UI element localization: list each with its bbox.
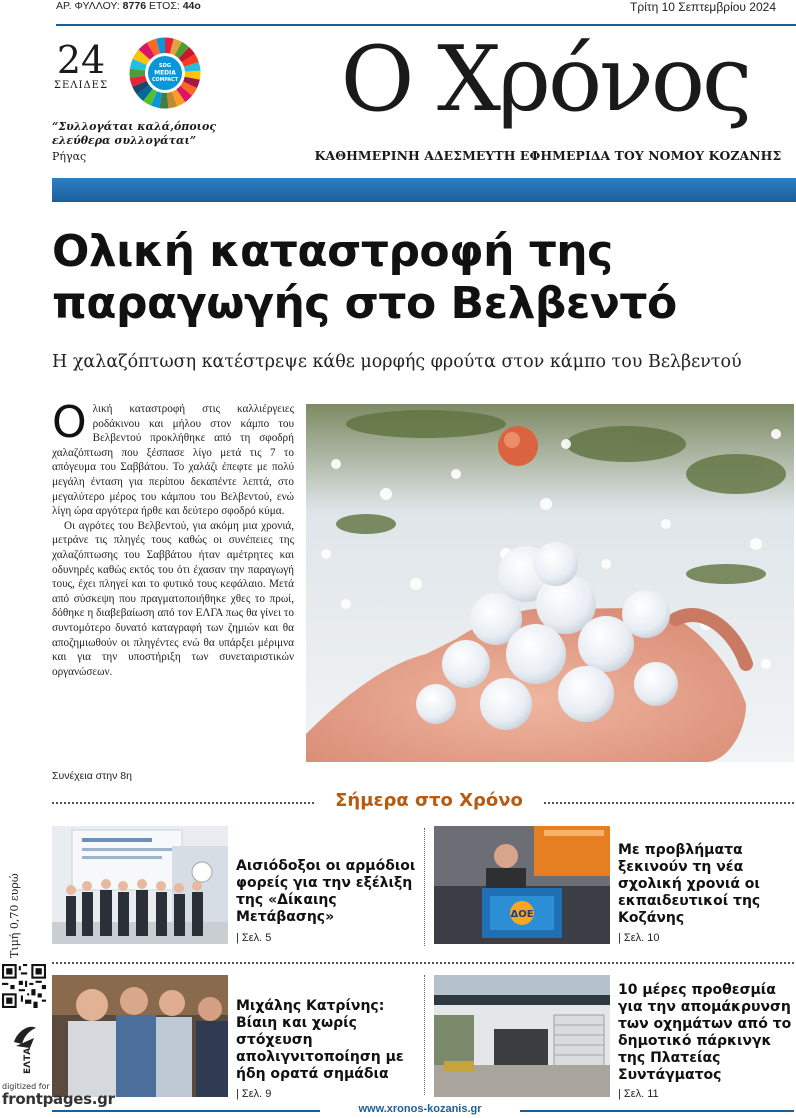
continued-link[interactable]: Συνέχεια στην 8η [52,770,132,782]
sdg-text-1: SDG [158,63,172,70]
story-title-2[interactable]: Με προβλήματα ξεκινούν τη νέα σχολική χρονιά οι εκπαιδευτικοί της Κοζάνης [618,842,761,926]
story-page-3: | Σελ. 9 [236,1088,272,1100]
motto-author: Ρήγας [52,150,87,163]
pages-label: ΣΕΛΙΔΕΣ [53,80,109,91]
story-photo-conference[interactable] [52,826,228,944]
story-title-3[interactable]: Μιχάλης Κατρίνης: Βίαιη και χωρίς στόχευση απολιγνιτοποίηση με ήδη ορατά σημάδια [236,998,404,1082]
lead-paragraph-1-text: λική καταστροφή στις καλλιέργειες ροδάκινου και μήλου στον κάμπο του Βελβεντού προκλήθηκε από τη σφοδρή χαλαζόπτωση που ξέσπασε λίγο μετά τις 7 το απόγευμα του Σαββάτου. Το χαλάζι έπεφτε με πολύ μεγάλη ένταση για περίπου δεκαπέντε λεπτά, στο μεγαλύτερο μέρος του κάμπου του Βελβεντού, ενώ λίγη ώρα αργότερα ήρθε και δεύτερο σφοδρό κύμα. [52,403,294,518]
story-page-1: | Σελ. 5 [236,932,272,944]
dropcap: Ο [52,397,87,448]
header-band-blue [52,178,796,202]
section-divider-left [52,802,314,804]
sdg-media-compact-logo [128,36,202,110]
lead-subheadline: Η χαλαζόπτωση κατέστρεψε κάθε μορφής φρούτα στον κάμπο του Βελβεντού [52,352,742,372]
header-band-orange [52,168,796,178]
column-divider-2 [424,975,425,1095]
today-section-title: Σήμερα στο Χρόνο [335,790,523,811]
masthead-tagline: ΚΑΘΗΜΕΡΙΝΗ ΑΔΕΣΜΕΥΤΗ ΕΦΗΜΕΡΙΔΑ ΤΟΥ ΝΟΜΟΥ ΚΟΖΑΝΗΣ [314,148,782,163]
section-divider-right [544,802,794,804]
top-rule [56,24,796,26]
watermark-small: digitized for [2,1082,50,1091]
story-title-1[interactable]: Αισιόδοξοι οι αρμόδιοι φορείς για την εξέλιξη της «Δίκαιης Μετάβασης» [236,858,416,925]
elta-postal-logo [10,1020,40,1076]
price-label [2,850,26,960]
website-link[interactable]: www.xronos-kozanis.gr [320,1103,520,1115]
pages-count: 24 [56,38,106,82]
price-text: Τιμή 0,70 ευρώ [8,873,21,958]
column-divider [424,828,425,946]
watermark-big: frontpages.gr [2,1090,115,1108]
svg-text:ΔΟΕ: ΔΟΕ [510,909,534,920]
lead-headline[interactable]: Ολική καταστροφή της παραγωγής στο Βελβεντό [52,226,677,329]
sheet-number: 8776 [122,0,147,12]
story-page-4: | Σελ. 11 [618,1088,659,1100]
motto-quote: “Συλλογάται καλά,όποιος ελεύθερα συλλογάται” [52,120,217,147]
story-title-4[interactable]: 10 μέρες προθεσμία για την απομάκρυνση των οχημάτων από το δημοτικό πάρκινγκ της Πλατείας Συντάγματος [618,982,792,1083]
sdg-text-3: COMPACT [152,78,178,84]
story-photo-speaker[interactable] [434,826,610,944]
lead-article-body [52,397,294,679]
year-number: 44ο [182,0,201,12]
newspaper-masthead[interactable]: Ο Χρόνος [340,27,750,132]
lead-paragraph-2: Οι αγρότες του Βελβεντού, για ακόμη μια χρονιά, μετράνε τις πληγές τους καθώς οι συνέπειες της χαλαζόπτωσης του Σαββάτου ήταν αμέτρητες και οδυνηρές καθώς εκτός του ότι έχασαν την παραγωγή τους, έχει πληγεί και το φυτικό τους κεφάλαιο. Μετά από σύσκεψη που πραγματοποιήθηκε χθες το πρωί, δόθηκε η διαβεβαίωση από τον ΕΛΓΑ πως θα γίνει το συντομότερο δυνατό καταγραφή των ζημιών και θα αποζημιωθούν οι πληγέντες ενώ θα υπάρξει μέριμνα και για την υποστήριξη των συνεταιριστικών οργανώσεων. [52,519,294,678]
watermark [2,1082,115,1107]
row-divider [52,962,794,964]
story-page-2: | Σελ. 10 [618,932,660,944]
qr-code-icon[interactable] [2,964,46,1008]
story-photo-parking[interactable] [434,975,610,1097]
elta-text: ΕΛΤΑ [23,1047,33,1074]
year-label: ΕΤΟΣ: [148,0,180,12]
lead-paragraph-1 [52,397,294,519]
issue-info [56,0,201,12]
story-photo-katrinis[interactable] [52,975,228,1097]
lead-photo-hail [306,404,794,762]
issue-date: Τρίτη 10 Σεπτεμβρίου 2024 [630,0,776,14]
sdg-text-2: MEDIA [154,70,176,77]
sheet-label: ΑΡ. ΦΥΛΛΟΥ: [56,0,120,12]
